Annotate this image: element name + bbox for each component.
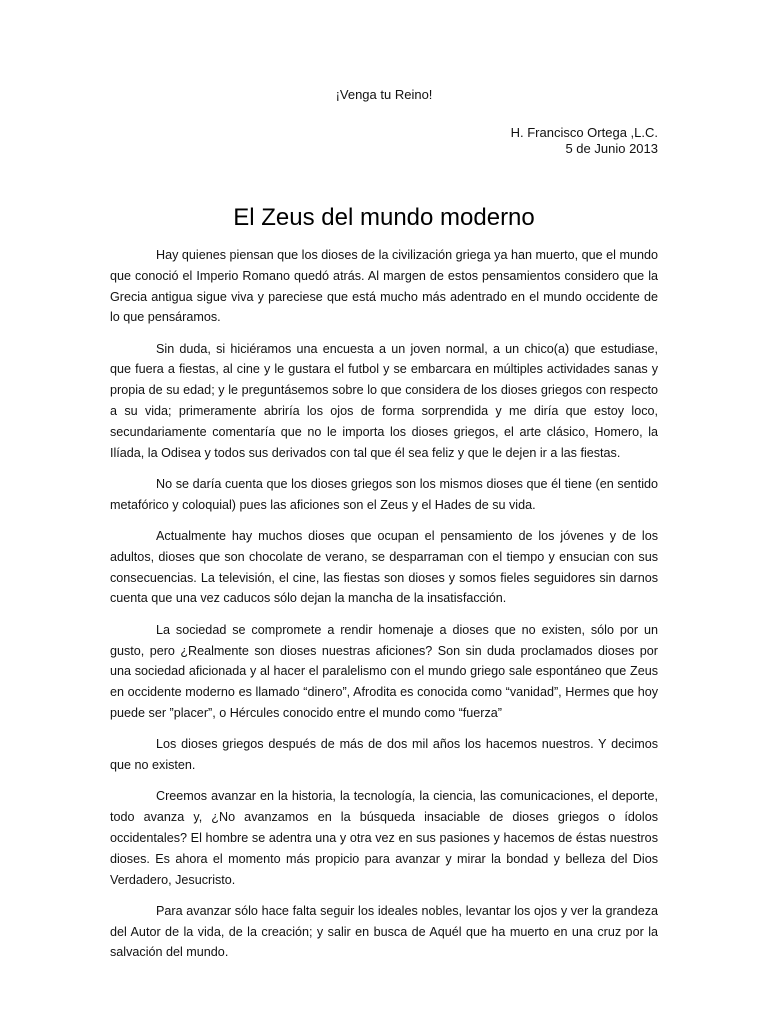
paragraph: Creemos avanzar en la historia, la tecnología, la ciencia, las comunicaciones, el deporte, todo avanza y, ¿No avanzamos en la búsqueda insaciable de dioses griegos o ídolos occidentales? El hombre se adentra una y otra vez en sus pasiones y hacemos de éstas nuestros dioses. Es ahora el momento más propicio para avanzar y mirar la bondad y belleza del Dios Verdadero, Jesucristo.	[110, 789, 658, 887]
paragraph: La sociedad se compromete a rendir homenaje a dioses que no existen, sólo por un gusto, pero ¿Realmente son dioses nuestras aficiones? Son sin duda proclamados dioses por una sociedad aficionada y al hacer el paralelismo con el mundo griego sale espontáneo que Zeus en occidente moderno es llamado “dinero”, Afrodita es conocida como “vanidad”, Hermes que hoy puede ser ”placer”, o Hércules conocido entre el mundo como “fuerza”	[110, 622, 658, 720]
article-title: El Zeus del mundo moderno	[233, 204, 535, 231]
article-body	[110, 245, 658, 963]
document-date: 5 de Junio 2013	[565, 141, 658, 156]
motto: ¡Venga tu Reino!	[335, 87, 433, 102]
author-name: H. Francisco Ortega ,L.C.	[510, 125, 658, 140]
paragraph: Sin duda, si hiciéramos una encuesta a un joven normal, a un chico(a) que estudiase, que fuera a fiestas, al cine y le gustara el futbol y se embarcara en múltiples actividades sanas y propia de su edad; y le preguntásemos sobre lo que considera de los dioses griegos con respecto a su vida; primeramente abriría los ojos de forma sorprendida y me diría que estoy loco, secundariamente comentaría que no le importa los dioses griegos, el arte clásico, Homero, la Ilíada, la Odisea y todos sus derivados con tal que él sea feliz y que le dejen ir a las fiestas.	[110, 341, 658, 460]
paragraph: No se daría cuenta que los dioses griegos son los mismos dioses que él tiene (en sentido metafórico y coloquial) pues las aficiones son el Zeus y el Hades de su vida.	[110, 476, 658, 512]
signature-block	[110, 125, 658, 157]
paragraph: Los dioses griegos después de más de dos mil años los hacemos nuestros. Y decimos que no existen.	[110, 737, 658, 773]
paragraph: Para avanzar sólo hace falta seguir los ideales nobles, levantar los ojos y ver la grandeza del Autor de la vida, de la creación; y salir en busca de Aquél que ha muerto en una cruz por la salvación del mundo.	[110, 903, 658, 960]
paragraph: Hay quienes piensan que los dioses de la civilización griega ya han muerto, que el mundo que conoció el Imperio Romano quedó atrás. Al margen de estos pensamientos considero que la Grecia antigua sigue viva y pareciese que está mucho más adentrado en el mundo occidente de lo que pensáramos.	[110, 248, 658, 325]
paragraph: Actualmente hay muchos dioses que ocupan el pensamiento de los jóvenes y de los adultos, dioses que son chocolate de verano, se desparraman con el tiempo y ensucian con sus consecuencias. La televisión, el cine, las fiestas son dioses y somos fieles seguidores sin darnos cuenta que una vez caducos sólo dejan la mancha de la insatisfacción.	[110, 529, 658, 606]
